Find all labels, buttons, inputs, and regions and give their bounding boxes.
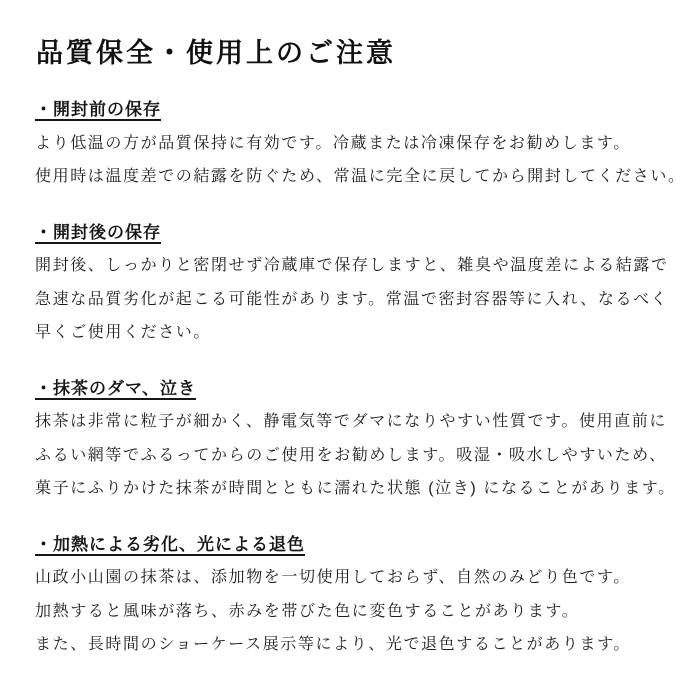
body-line: 菓子にふりかけた抹茶が時間とともに濡れた状態 (泣き) になることがあります。 (35, 480, 676, 498)
body-line: 使用時は温度差での結露を防ぐため、常温に完全に戻してから開封してください。 (35, 168, 686, 186)
section-storage-before-opening (35, 93, 690, 194)
section-matcha-lumps-weeping (35, 372, 690, 506)
section-heading: ・加熱による劣化、光による退色 (35, 534, 305, 554)
body-line: 抹茶は非常に粒子が細かく、静電気等でダマになりやすい性質です。使用直前に (35, 413, 668, 431)
body-line: ふるい網等でふるってからのご使用をお勧めします。吸湿・吸水しやすいため、 (35, 446, 667, 464)
body-line: より低温の方が品質保持に有効です。冷蔵または冷凍保存をお勧めします。 (35, 134, 631, 152)
body-line: また、長時間のショーケース展示等により、光で退色することがあります。 (35, 636, 632, 654)
body-line: 開封後、しっかりと密閉せず冷蔵庫で保存しますと、雑臭や温度差による結露で (35, 257, 669, 275)
section-storage-after-opening (35, 216, 690, 350)
page-title: 品質保全・使用上のご注意 (36, 38, 396, 68)
section-heading: ・開封前の保存 (35, 100, 161, 120)
section-heading: ・開封後の保存 (35, 222, 161, 242)
section-body (35, 405, 690, 506)
section-heading: ・抹茶のダマ、泣き (35, 378, 196, 398)
body-line: 山政小山園の抹茶は、添加物を一切使用しておらず、自然のみどり色です。 (35, 569, 631, 587)
body-line: 加熱すると風味が落ち、赤みを帯びた色に変色することがあります。 (35, 602, 580, 620)
body-line: 急速な品質劣化が起こる可能性があります。常温で密封容器等に入れ、なるべく (35, 290, 669, 308)
section-body (35, 561, 690, 662)
section-heat-deterioration-light-fading (35, 528, 690, 662)
section-body (35, 249, 690, 350)
body-line: 早くご使用ください。 (35, 324, 212, 342)
section-body (35, 127, 690, 194)
